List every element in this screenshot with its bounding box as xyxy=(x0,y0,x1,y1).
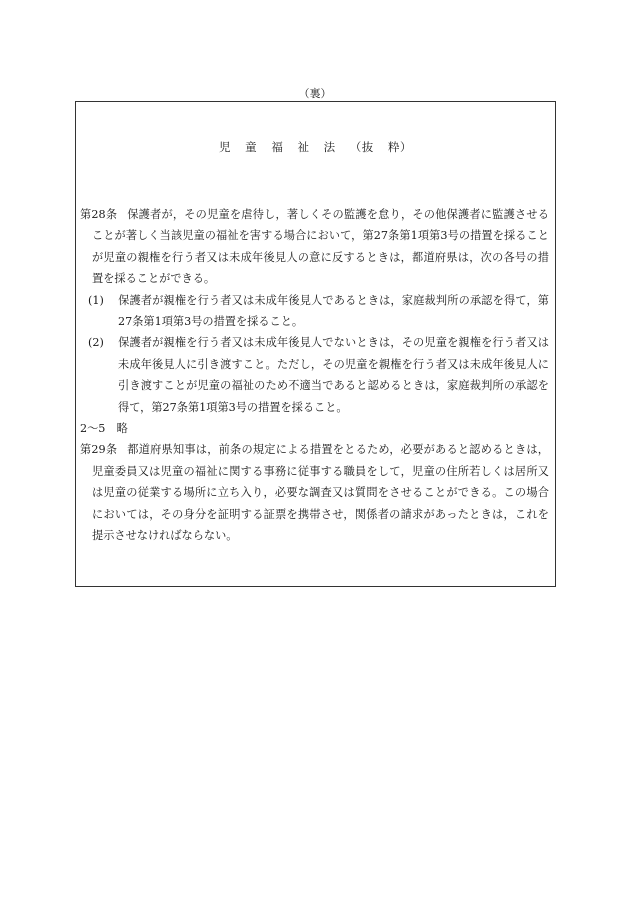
article-29-paragraph xyxy=(80,439,549,546)
document-body xyxy=(80,204,549,547)
article-28-text: 保護者が，その児童を虐待し，著しくその監護を怠り，その他保護者に監護させることが著しく当該児童の福祉を害する場合において，第27条第1項第3号の措置を採ることが児童の親権を行う者又は未成年後見人の意に反するときは，都道府県は，次の各号の措置を採ることができる。 xyxy=(92,208,549,286)
article-28-item-2 xyxy=(80,332,549,418)
item-2-text: 保護者が親権を行う者又は未成年後見人でないときは，その児童を親権を行う者又は未成年後見人に引き渡すこと。ただし，その児童を親権を行う者又は未成年後見人に引き渡すことが児童の福祉のため不適当であると認めるときは，家庭裁判所の承認を得て，第27条第1項第3号の措置を採ること。 xyxy=(118,336,549,414)
document-title: 児 童 福 祉 法 （抜 粋） xyxy=(219,140,412,154)
item-2-number: (2) xyxy=(88,336,104,350)
article-29-heading: 第29条 xyxy=(80,443,118,457)
article-28-paragraph xyxy=(80,204,549,290)
item-1-number: (1) xyxy=(88,293,104,307)
article-28-omitted-paragraphs: 2〜5 略 xyxy=(80,422,128,436)
article-28-heading: 第28条 xyxy=(80,208,118,221)
item-1-text: 保護者が親権を行う者又は未成年後見人であるときは，家庭裁判所の承認を得て，第27条第1項第3号の措置を採ること。 xyxy=(118,293,549,329)
article-29-text: 都道府県知事は，前条の規定による措置をとるため，必要があると認めるときは，児童委員又は児童の福祉に関する事務に従事する職員をして，児童の住所若しくは居所又は児童の従業する場所に立ち入り，必要な調査又は質問をさせることができる。この場合においては，その身分を証明する証票を携帯させ，関係者の請求があったときは，これを提示させなければならない。 xyxy=(92,443,549,543)
document-frame xyxy=(75,101,556,587)
back-side-label: （裏） xyxy=(298,87,332,100)
article-28-item-1 xyxy=(80,290,549,333)
